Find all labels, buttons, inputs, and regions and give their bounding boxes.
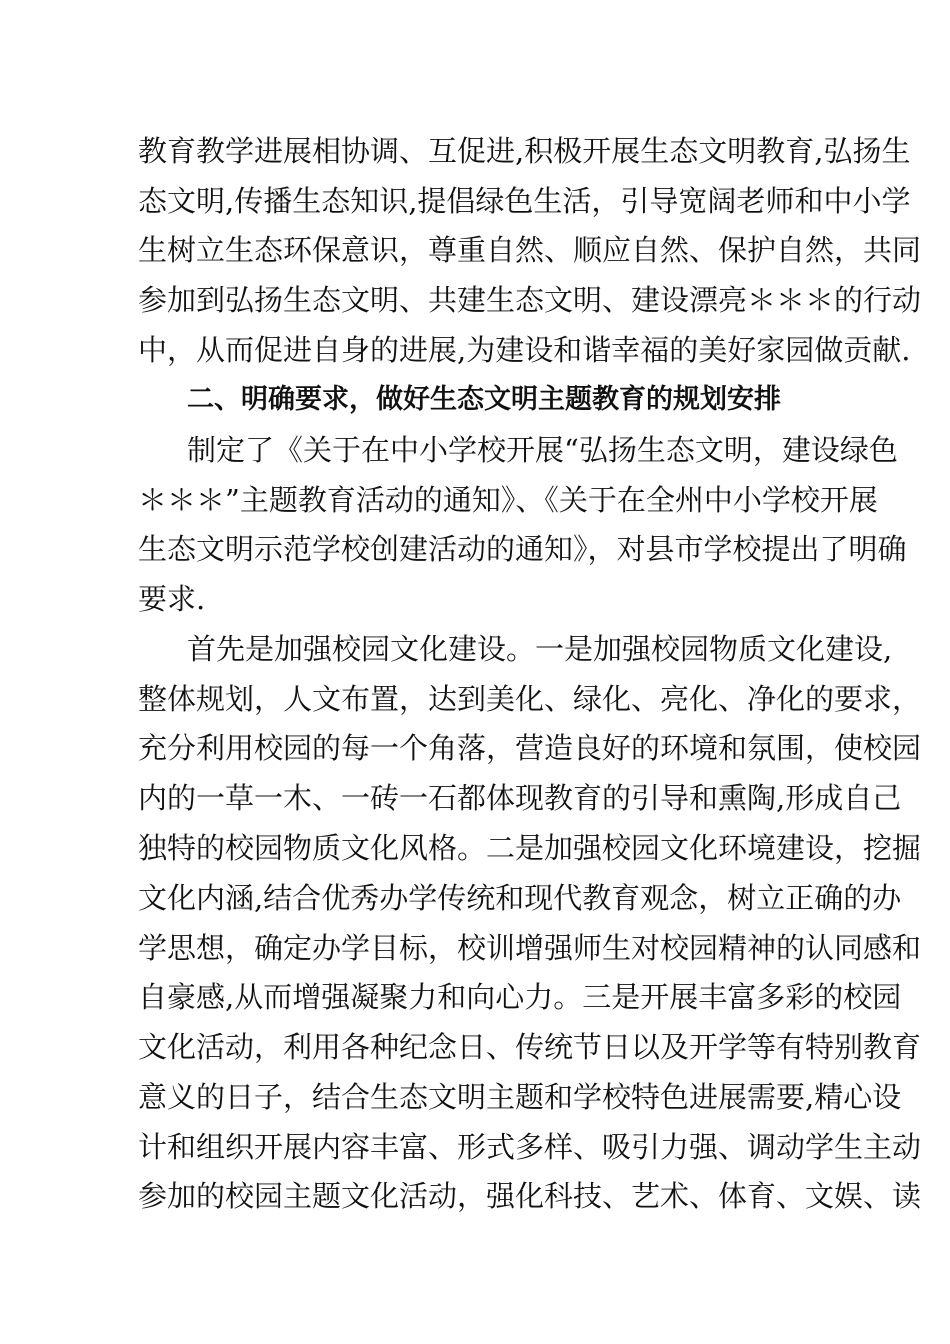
paragraph-3-line-5: 独特的校园物质文化风格。二是加强校园文化环境建设，挖掘 bbox=[138, 831, 922, 865]
paragraph-3-line-1: 首先是加强校园文化建设。一是加强校园物质文化建设, bbox=[187, 632, 893, 666]
paragraph-3-line-2: 整体规划，人文布置，达到美化、绿化、亮化、净化的要求， bbox=[138, 682, 922, 716]
paragraph-3-line-8: 自豪感,从而增强凝聚力和向心力。三是开展丰富多彩的校园 bbox=[138, 980, 902, 1014]
paragraph-2-line-2: ＊＊＊”主题教育活动的通知》、《关于在全州中小学校开展 bbox=[138, 483, 878, 517]
paragraph-3-line-11: 计和组织开展内容丰富、形式多样、吸引力强、调动学生主动 bbox=[138, 1130, 922, 1164]
paragraph-3-line-7: 学思想，确定办学目标，校训增强师生对校园精神的认同感和 bbox=[138, 931, 922, 965]
paragraph-1-line-4: 参加到弘扬生态文明、共建生态文明、建设漂亮＊＊＊的行动 bbox=[138, 283, 922, 317]
paragraph-1-line-2: 态文明,传播生态知识,提倡绿色生活，引导宽阔老师和中小学 bbox=[138, 184, 911, 218]
paragraph-3-line-12: 参加的校园主题文化活动，强化科技、艺术、体育、文娱、读 bbox=[138, 1179, 922, 1213]
paragraph-3-line-6: 文化内涵,结合优秀办学传统和现代教育观念，树立正确的办 bbox=[138, 881, 902, 915]
paragraph-3-line-4: 内的一草一木、一砖一石都体现教育的引导和熏陶,形成自己 bbox=[138, 781, 902, 815]
paragraph-1-line-5: 中，从而促进自身的进展,为建设和谐幸福的美好家园做贡献. bbox=[138, 333, 911, 367]
paragraph-2-line-3: 生态文明示范学校创建活动的通知》，对县市学校提出了明确 bbox=[138, 532, 907, 566]
paragraph-1-line-1: 教育教学进展相协调、互促进,积极开展生态文明教育,弘扬生 bbox=[138, 134, 911, 168]
paragraph-2-line-4: 要求. bbox=[138, 582, 206, 616]
paragraph-3-line-10: 意义的日子，结合生态文明主题和学校特色进展需要,精心设 bbox=[138, 1080, 902, 1114]
paragraph-3-line-3: 充分利用校园的每一个角落，营造良好的环境和氛围，使校园 bbox=[138, 731, 922, 765]
paragraph-3-line-9: 文化活动，利用各种纪念日、传统节日以及开学等有特别教育 bbox=[138, 1030, 922, 1064]
section-heading: 二、明确要求，做好生态文明主题教育的规划安排 bbox=[187, 384, 781, 415]
paragraph-1-line-3: 生树立生态环保意识，尊重自然、顺应自然、保护自然，共同 bbox=[138, 233, 922, 267]
paragraph-2-line-1: 制定了《关于在中小学校开展“弘扬生态文明，建设绿色 bbox=[187, 433, 898, 467]
